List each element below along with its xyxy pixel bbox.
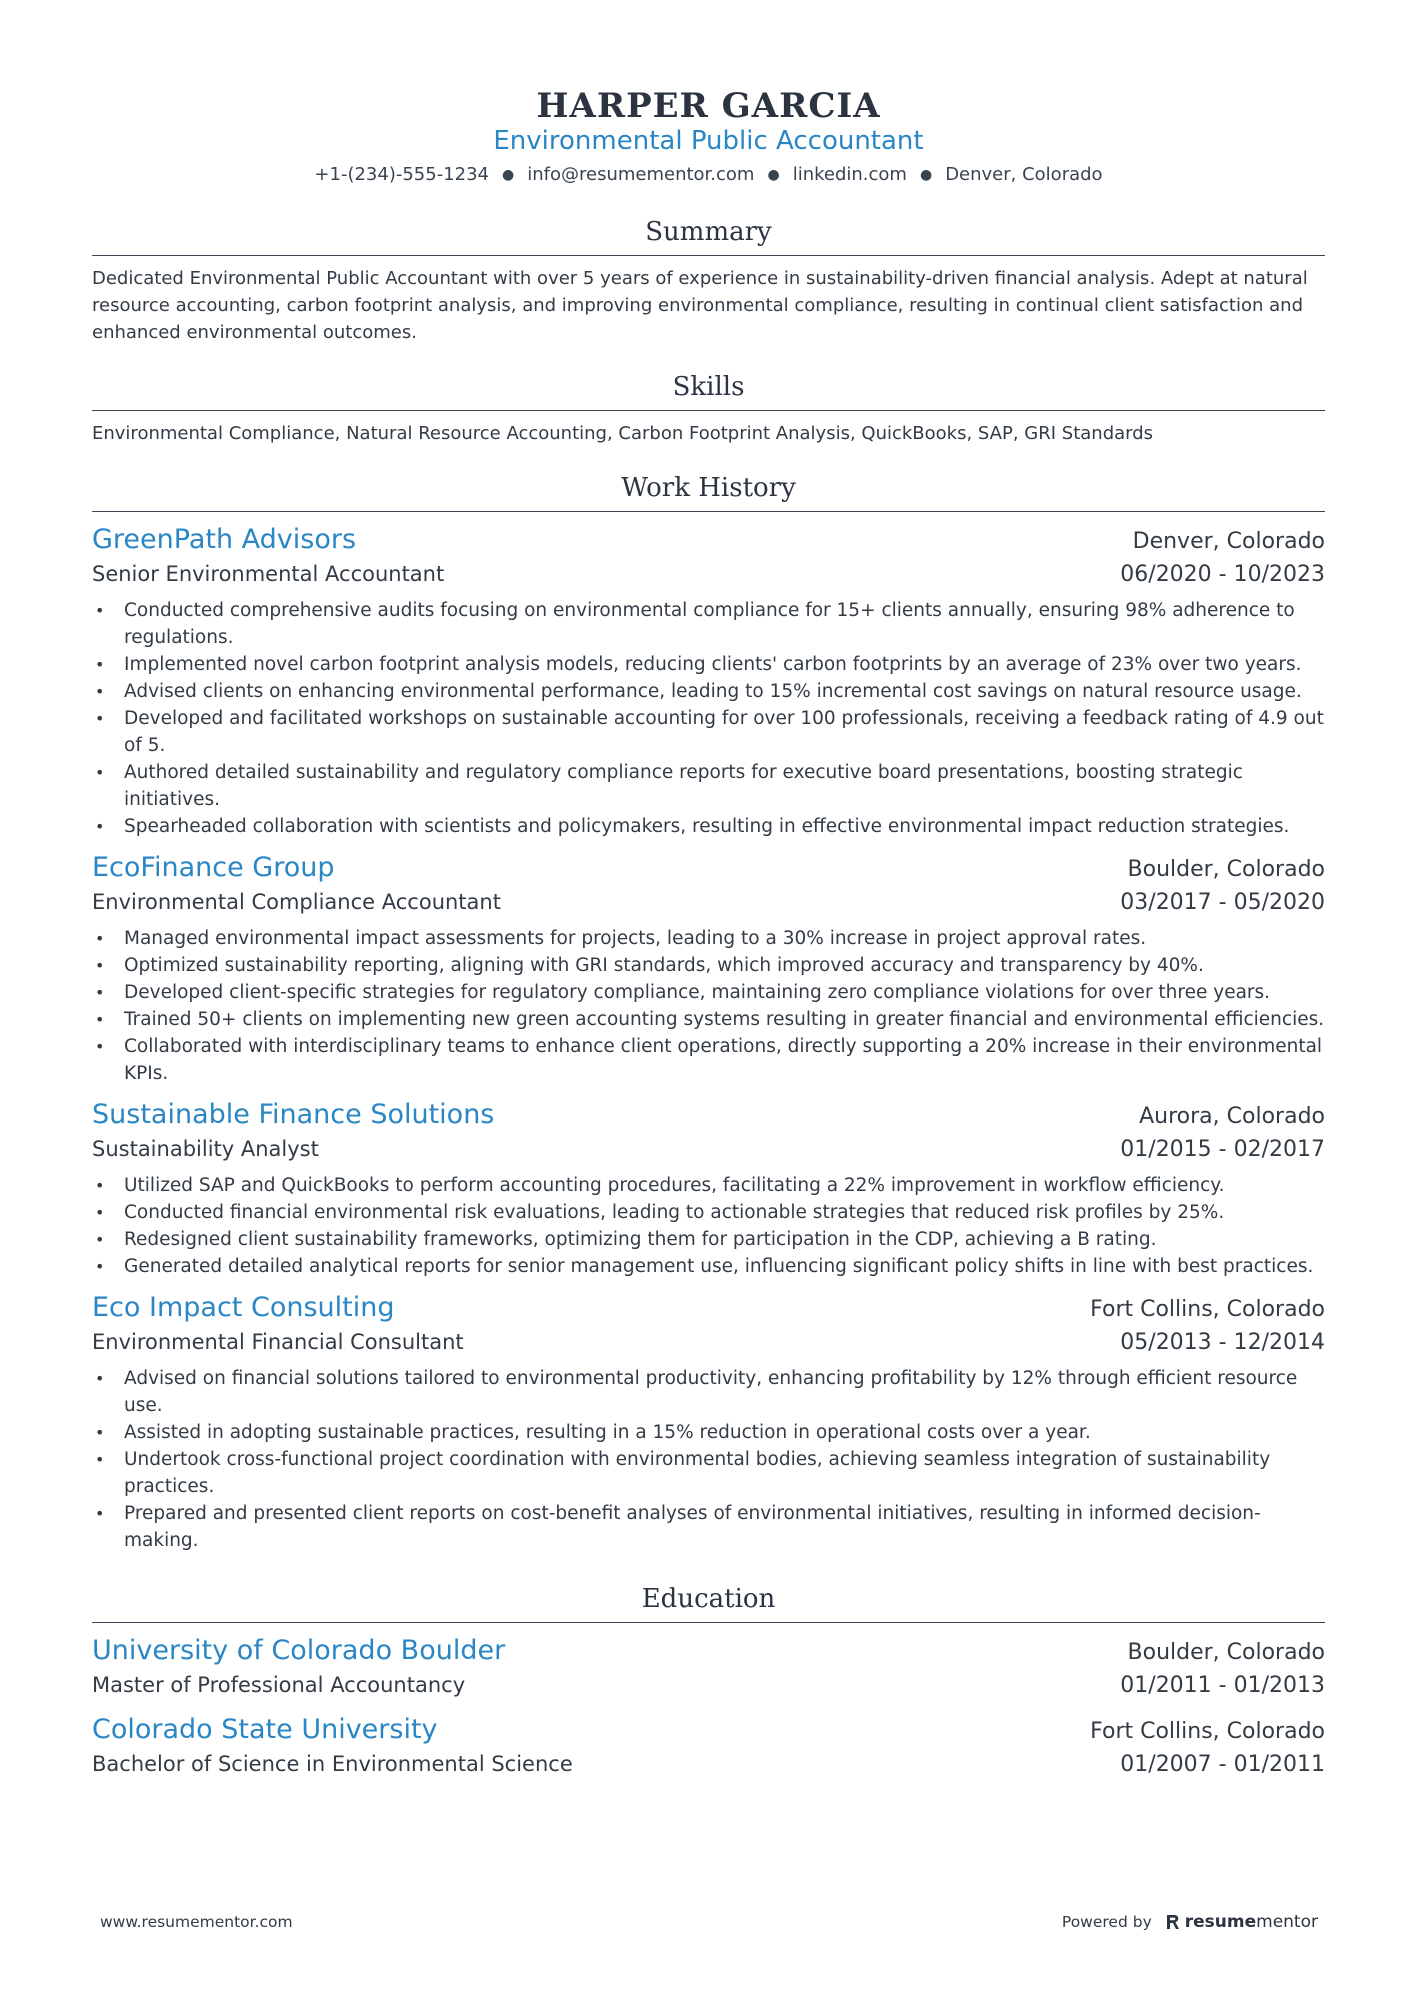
contact-phone: +1-(234)-555-1234 xyxy=(314,164,490,185)
bullet-item: • Undertook cross-functional project coordination with environmental bodies, achieving seamless integration of sustainability practices. xyxy=(92,1446,1325,1500)
bullet-item: • Prepared and presented client reports on cost-benefit analyses of environmental initiatives, resulting in informed decision-making. xyxy=(92,1500,1325,1554)
work-history-section xyxy=(92,471,1325,1554)
job-role: Environmental Compliance Accountant xyxy=(92,890,501,914)
job-dates: 03/2017 - 05/2020 xyxy=(1120,890,1325,915)
job-location: Boulder, Colorado xyxy=(1127,857,1325,882)
job-bullets xyxy=(92,925,1325,1087)
job-location: Fort Collins, Colorado xyxy=(1090,1297,1325,1322)
job-dates: 05/2013 - 12/2014 xyxy=(1120,1330,1325,1355)
contact-line xyxy=(92,162,1325,189)
company-name: EcoFinance Group xyxy=(92,852,335,883)
bullet-item: • Developed client-specific strategies for regulatory compliance, maintaining zero compliance violations for over three years. xyxy=(92,979,1325,1006)
job-dates: 01/2015 - 02/2017 xyxy=(1120,1137,1325,1162)
section-heading: Skills xyxy=(92,370,1325,411)
powered-by xyxy=(1062,1912,1318,1932)
job-entry xyxy=(92,522,1325,840)
job-role: Senior Environmental Accountant xyxy=(92,562,445,586)
bullet-item: • Implemented novel carbon footprint analysis models, reducing clients' carbon footprints by an average of 23% over two years. xyxy=(92,651,1325,678)
footer-website-link[interactable]: www.resumementor.com xyxy=(100,1913,293,1931)
job-dates: 06/2020 - 10/2023 xyxy=(1120,562,1325,587)
logo-text-bold: resume xyxy=(1184,1912,1257,1932)
candidate-name: HARPER GARCIA xyxy=(536,86,881,126)
summary-section xyxy=(92,215,1325,346)
bullet-item: • Conducted comprehensive audits focusing on environmental compliance for 15+ clients annually, ensuring 98% adherence to regulations. xyxy=(92,597,1325,651)
candidate-title: Environmental Public Accountant xyxy=(493,126,924,156)
job-role: Environmental Financial Consultant xyxy=(92,1330,464,1354)
summary-text: Dedicated Environmental Public Accountant with over 5 years of experience in sustainability-driven financial analysis. Adept at natural resource accounting, carbon footprint analysis, and improving environmental compliance, resulting in continual client satisfaction and enhanced environmental outcomes. xyxy=(92,268,1308,343)
bullet-item: • Redesigned client sustainability frameworks, optimizing them for participation in the CDP, achieving a B rating. xyxy=(92,1226,1325,1253)
bullet-item: • Generated detailed analytical reports for senior management use, influencing significant policy shifts in line with best practices. xyxy=(92,1253,1325,1280)
bullet-item: • Collaborated with interdisciplinary teams to enhance client operations, directly supporting a 20% increase in their environmental KPIs. xyxy=(92,1033,1325,1087)
degree: Master of Professional Accountancy xyxy=(92,1673,466,1697)
education-dates: 01/2011 - 01/2013 xyxy=(1120,1673,1325,1698)
resumementor-logo-icon xyxy=(1164,1913,1180,1931)
school-name: Colorado State University xyxy=(92,1714,438,1745)
job-entry xyxy=(92,850,1325,1087)
job-location: Aurora, Colorado xyxy=(1139,1104,1325,1129)
job-role: Sustainability Analyst xyxy=(92,1137,319,1161)
bullet-item: • Optimized sustainability reporting, aligning with GRI standards, which improved accuracy and transparency by 40%. xyxy=(92,952,1325,979)
bullet-item: • Authored detailed sustainability and regulatory compliance reports for executive board presentations, boosting strategic initiatives. xyxy=(92,759,1325,813)
contact-email[interactable]: info@resumementor.com xyxy=(527,164,755,185)
bullet-item: • Utilized SAP and QuickBooks to perform accounting procedures, facilitating a 22% improvement in workflow efficiency. xyxy=(92,1172,1325,1199)
section-heading: Work History xyxy=(92,471,1325,512)
job-location: Denver, Colorado xyxy=(1132,529,1325,554)
skills-text: Environmental Compliance, Natural Resource Accounting, Carbon Footprint Analysis, QuickBooks, SAP, GRI Standards xyxy=(92,423,1154,444)
resume-header xyxy=(92,0,1325,189)
bullet-item: • Developed and facilitated workshops on sustainable accounting for over 100 professionals, receiving a feedback rating of 4.9 out of 5. xyxy=(92,705,1325,759)
bullet-item: • Advised clients on enhancing environmental performance, leading to 15% incremental cost savings on natural resource usage. xyxy=(92,678,1325,705)
school-location: Boulder, Colorado xyxy=(1127,1640,1325,1665)
bullet-item: • Conducted financial environmental risk evaluations, leading to actionable strategies that reduced risk profiles by 25%. xyxy=(92,1199,1325,1226)
degree: Bachelor of Science in Environmental Science xyxy=(92,1752,573,1776)
resumementor-logo[interactable] xyxy=(1164,1912,1318,1932)
bullet-item: • Assisted in adopting sustainable practices, resulting in a 15% reduction in operational costs over a year. xyxy=(92,1419,1325,1446)
section-heading: Education xyxy=(92,1582,1325,1623)
school-location: Fort Collins, Colorado xyxy=(1090,1719,1325,1744)
bullet-item: • Advised on financial solutions tailored to environmental productivity, enhancing profitability by 12% through efficient resource use. xyxy=(92,1365,1325,1419)
separator-dot: ● xyxy=(502,167,515,183)
job-entry xyxy=(92,1290,1325,1554)
job-bullets xyxy=(92,1365,1325,1554)
contact-linkedin[interactable]: linkedin.com xyxy=(792,164,907,185)
education-entry xyxy=(92,1633,1325,1702)
job-bullets xyxy=(92,1172,1325,1280)
education-entry xyxy=(92,1712,1325,1781)
resume-page xyxy=(92,0,1325,1781)
bullet-item: • Managed environmental impact assessments for projects, leading to a 30% increase in project approval rates. xyxy=(92,925,1325,952)
job-entry xyxy=(92,1097,1325,1280)
education-section xyxy=(92,1582,1325,1781)
separator-dot: ● xyxy=(767,167,780,183)
education-dates: 01/2007 - 01/2011 xyxy=(1120,1752,1325,1777)
logo-text-light: mentor xyxy=(1256,1912,1318,1932)
job-bullets xyxy=(92,597,1325,840)
bullet-item: • Trained 50+ clients on implementing new green accounting systems resulting in greater financial and environmental efficiencies. xyxy=(92,1006,1325,1033)
school-name: University of Colorado Boulder xyxy=(92,1635,506,1666)
contact-location: Denver, Colorado xyxy=(945,164,1103,185)
bullet-item: • Spearheaded collaboration with scientists and policymakers, resulting in effective environmental impact reduction strategies. xyxy=(92,813,1325,840)
section-heading: Summary xyxy=(92,215,1325,256)
company-name: Sustainable Finance Solutions xyxy=(92,1099,495,1130)
page-footer xyxy=(100,1907,1318,1937)
company-name: GreenPath Advisors xyxy=(92,524,357,555)
powered-by-label: Powered by xyxy=(1061,1913,1152,1931)
separator-dot: ● xyxy=(919,167,933,183)
skills-section xyxy=(92,370,1325,447)
company-name: Eco Impact Consulting xyxy=(92,1292,395,1323)
